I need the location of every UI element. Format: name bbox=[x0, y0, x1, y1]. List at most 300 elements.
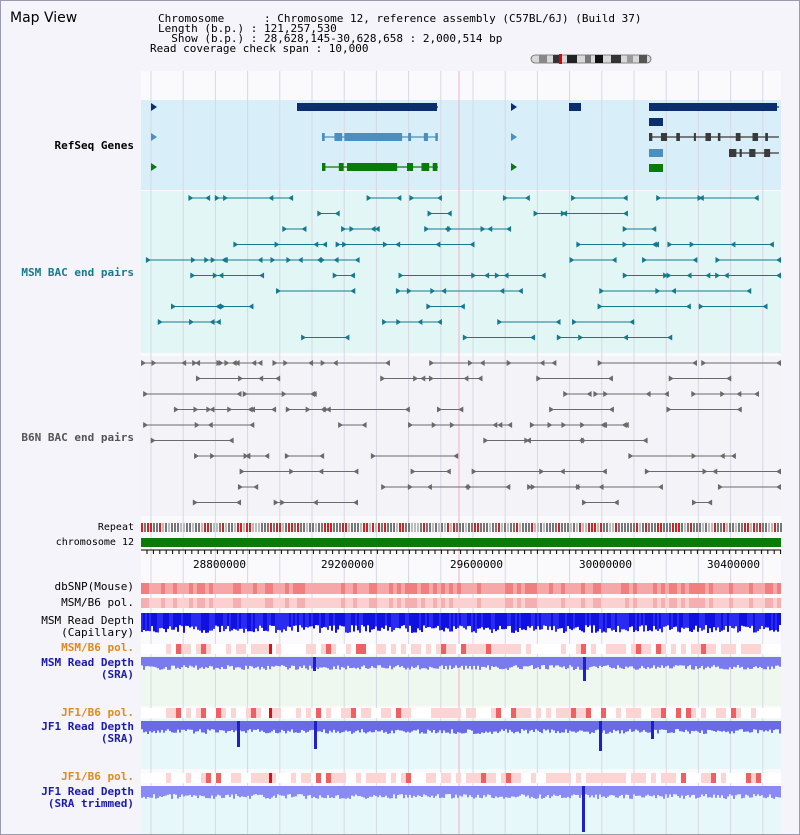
depth-bar bbox=[343, 721, 345, 732]
depth-bar bbox=[477, 613, 479, 629]
depth-bar bbox=[269, 657, 271, 669]
depth-bar bbox=[699, 721, 701, 733]
pol-cell bbox=[541, 598, 545, 608]
depth-bar bbox=[567, 613, 569, 626]
genome-plot[interactable] bbox=[1, 1, 799, 834]
jf1-b6-pol-trim-label[interactable]: JF1/B6 pol. bbox=[61, 770, 134, 783]
depth-bar bbox=[215, 657, 217, 668]
dbsnp-cell bbox=[765, 583, 769, 594]
jf1-b6-pol-label[interactable]: JF1/B6 pol. bbox=[61, 706, 134, 719]
depth-bar bbox=[423, 613, 425, 626]
depth-bar bbox=[317, 786, 319, 799]
pol-cell bbox=[265, 598, 269, 608]
depth-bar bbox=[771, 657, 773, 667]
depth-bar bbox=[665, 786, 667, 794]
depth-bar bbox=[159, 786, 161, 796]
depth-bar bbox=[561, 613, 563, 628]
depth-bar bbox=[743, 721, 745, 732]
depth-bar bbox=[371, 786, 373, 797]
repeat-mark bbox=[459, 523, 461, 532]
depth-bar bbox=[661, 613, 663, 632]
depth-bar bbox=[277, 721, 279, 733]
pol-cell bbox=[566, 773, 571, 783]
depth-bar bbox=[421, 721, 423, 732]
dbsnp-cell bbox=[297, 583, 301, 594]
pol-cell bbox=[225, 598, 229, 608]
depth-bar bbox=[201, 657, 203, 667]
depth-bar bbox=[581, 721, 583, 731]
msm-depth-capillary-label[interactable]: MSM Read Depth bbox=[41, 614, 134, 627]
pol-cell bbox=[269, 708, 272, 718]
depth-bar bbox=[339, 657, 341, 670]
depth-bar bbox=[613, 613, 615, 630]
depth-bar bbox=[295, 657, 297, 670]
depth-bar bbox=[283, 657, 285, 666]
depth-bar bbox=[773, 613, 775, 632]
depth-bar bbox=[409, 613, 411, 626]
depth-bar bbox=[633, 786, 635, 794]
repeat-mark bbox=[183, 523, 185, 532]
depth-bar bbox=[633, 657, 635, 668]
depth-bar bbox=[343, 657, 345, 668]
depth-bar bbox=[635, 613, 637, 630]
depth-bar bbox=[487, 657, 489, 665]
pol-cell bbox=[436, 644, 441, 654]
depth-bar bbox=[747, 786, 749, 796]
depth-bar bbox=[141, 657, 143, 665]
pol-cell bbox=[201, 644, 206, 654]
depth-bar bbox=[241, 613, 243, 629]
pol-cell bbox=[185, 598, 189, 608]
depth-bar bbox=[465, 786, 467, 795]
depth-bar bbox=[625, 721, 627, 732]
depth-bar bbox=[259, 657, 261, 670]
dbsnp-cell bbox=[209, 583, 213, 594]
pol-cell bbox=[221, 598, 225, 608]
depth-bar bbox=[493, 613, 495, 629]
depth-bar bbox=[179, 786, 181, 797]
msm-b6-pol-sra-label[interactable]: MSM/B6 pol. bbox=[61, 641, 134, 654]
pol-cell bbox=[516, 708, 521, 718]
pol-cell bbox=[553, 598, 557, 608]
dbsnp-cell bbox=[201, 583, 205, 594]
pol-cell bbox=[496, 708, 501, 718]
depth-bar bbox=[739, 613, 741, 631]
pol-cell bbox=[196, 644, 201, 654]
depth-bar bbox=[749, 657, 751, 669]
depth-bar bbox=[773, 786, 775, 799]
depth-bar bbox=[565, 721, 567, 729]
depth-bar bbox=[649, 657, 651, 669]
depth-bar bbox=[329, 721, 331, 731]
pol-cell bbox=[645, 598, 649, 608]
depth-bar bbox=[529, 721, 531, 731]
depth-bar bbox=[287, 657, 289, 669]
depth-bar bbox=[525, 786, 527, 797]
depth-bar bbox=[657, 657, 659, 667]
depth-bar bbox=[279, 657, 281, 666]
depth-bar bbox=[327, 721, 329, 734]
pol-cell bbox=[631, 773, 636, 783]
dbsnp-cell bbox=[393, 583, 397, 594]
depth-bar bbox=[317, 657, 319, 669]
pol-cell bbox=[651, 773, 656, 783]
pol-cell bbox=[661, 644, 666, 654]
depth-bar bbox=[735, 657, 737, 667]
depth-bar bbox=[147, 613, 149, 631]
msm-depth-sra-label[interactable]: MSM Read Depth bbox=[41, 656, 134, 669]
depth-bar bbox=[353, 657, 355, 668]
depth-bar bbox=[451, 786, 453, 798]
depth-bar bbox=[663, 721, 665, 730]
dbsnp-cell bbox=[401, 583, 405, 594]
depth-bar bbox=[627, 721, 629, 731]
depth-bar bbox=[385, 786, 387, 796]
depth-bar bbox=[459, 613, 461, 626]
pol-cell bbox=[145, 598, 149, 608]
depth-bar bbox=[629, 721, 631, 729]
dbsnp-cell bbox=[453, 583, 457, 594]
depth-bar bbox=[531, 786, 533, 797]
depth-bar bbox=[187, 721, 189, 729]
depth-bar bbox=[271, 721, 273, 731]
repeat-mark bbox=[705, 523, 707, 532]
dbsnp-cell bbox=[545, 583, 549, 594]
refseq-genes-label[interactable]: RefSeq Genes bbox=[54, 139, 134, 152]
pol-cell bbox=[616, 708, 621, 718]
depth-bar bbox=[291, 721, 293, 729]
depth-bar bbox=[521, 721, 523, 729]
depth-bar bbox=[651, 657, 653, 668]
pol-cell bbox=[701, 708, 706, 718]
repeat-mark bbox=[588, 523, 590, 532]
pol-cell bbox=[186, 708, 191, 718]
depth-bar bbox=[549, 721, 551, 733]
depth-bar bbox=[395, 657, 397, 666]
gene-exon bbox=[397, 133, 402, 141]
depth-bar bbox=[331, 657, 333, 670]
depth-bar bbox=[433, 786, 435, 798]
depth-bar bbox=[175, 613, 177, 627]
depth-bar bbox=[195, 657, 197, 666]
repeat-mark bbox=[570, 523, 572, 532]
depth-bar bbox=[363, 657, 365, 665]
depth-bar bbox=[615, 721, 617, 731]
depth-bar bbox=[297, 657, 299, 669]
depth-bar bbox=[143, 657, 145, 670]
depth-bar bbox=[409, 721, 411, 733]
depth-bar bbox=[715, 657, 717, 667]
pol-cell bbox=[231, 708, 236, 718]
depth-bar bbox=[197, 657, 199, 670]
depth-bar bbox=[725, 657, 727, 669]
pol-cell bbox=[297, 598, 301, 608]
depth-bar bbox=[157, 786, 159, 798]
dbsnp-cell bbox=[289, 583, 293, 594]
dbsnp-cell bbox=[357, 583, 361, 594]
repeat-mark bbox=[621, 523, 623, 532]
pol-cell bbox=[717, 598, 721, 608]
depth-bar bbox=[437, 786, 439, 794]
dbsnp-cell bbox=[369, 583, 373, 594]
dbsnp-cell bbox=[261, 583, 265, 594]
depth-bar bbox=[513, 657, 515, 666]
depth-bar bbox=[757, 721, 759, 733]
depth-bar bbox=[417, 786, 419, 795]
depth-bar bbox=[163, 657, 165, 669]
dbsnp-cell bbox=[145, 583, 149, 594]
depth-bar bbox=[513, 613, 515, 633]
depth-bar bbox=[315, 786, 317, 798]
dbsnp-cell bbox=[141, 583, 145, 594]
depth-bar bbox=[485, 657, 487, 668]
depth-bar bbox=[431, 786, 433, 796]
depth-bar bbox=[415, 721, 417, 731]
depth-bar bbox=[191, 657, 193, 666]
pol-cell bbox=[576, 708, 581, 718]
depth-bar bbox=[643, 613, 645, 632]
depth-bar bbox=[701, 786, 703, 795]
msm-bac-label[interactable]: MSM BAC end pairs bbox=[21, 266, 134, 279]
depth-bar bbox=[489, 657, 491, 670]
depth-bar bbox=[245, 721, 247, 733]
depth-bar bbox=[391, 657, 393, 669]
jf1-depth-label[interactable]: JF1 Read Depth bbox=[41, 720, 134, 733]
depth-bar bbox=[605, 613, 607, 632]
depth-bar bbox=[235, 721, 237, 731]
pol-cell bbox=[585, 598, 589, 608]
repeat-mark bbox=[399, 523, 401, 532]
depth-bar bbox=[763, 613, 765, 629]
pol-cell bbox=[377, 598, 381, 608]
depth-bar bbox=[219, 786, 221, 796]
depth-bar bbox=[669, 786, 671, 794]
depth-bar bbox=[683, 721, 685, 732]
dbsnp-cell bbox=[169, 583, 173, 594]
pol-cell bbox=[689, 598, 693, 608]
repeat-mark bbox=[390, 523, 392, 532]
depth-bar bbox=[689, 657, 691, 665]
depth-bar bbox=[757, 613, 759, 631]
pol-cell bbox=[256, 708, 261, 718]
depth-bar bbox=[265, 657, 267, 670]
depth-bar bbox=[749, 613, 751, 628]
repeat-mark bbox=[555, 523, 557, 532]
depth-bar bbox=[337, 613, 339, 630]
depth-bar bbox=[453, 613, 455, 626]
depth-bar bbox=[145, 613, 147, 631]
pol-cell bbox=[205, 598, 209, 608]
pol-cell bbox=[489, 598, 493, 608]
msm-b6-pol-label[interactable]: MSM/B6 pol. bbox=[61, 596, 134, 609]
pol-cell bbox=[481, 644, 486, 654]
pol-cell bbox=[531, 773, 536, 783]
depth-bar bbox=[487, 721, 489, 733]
repeat-mark bbox=[330, 523, 332, 532]
dbsnp-cell bbox=[705, 583, 709, 594]
depth-bar bbox=[671, 613, 673, 629]
repeat-mark bbox=[141, 523, 143, 532]
pol-cell bbox=[461, 644, 466, 654]
dbsnp-cell bbox=[769, 583, 773, 594]
pol-cell bbox=[246, 708, 251, 718]
depth-bar bbox=[155, 613, 157, 632]
depth-bar bbox=[253, 786, 255, 795]
pol-cell bbox=[546, 708, 551, 718]
dbsnp-cell bbox=[473, 583, 477, 594]
dbsnp-cell bbox=[313, 583, 317, 594]
depth-bar bbox=[681, 786, 683, 796]
jf1-trim-depth-label[interactable]: JF1 Read Depth bbox=[41, 785, 134, 798]
depth-bar bbox=[691, 657, 693, 669]
depth-bar bbox=[281, 721, 283, 730]
depth-bar bbox=[601, 786, 603, 797]
dbsnp-label[interactable]: dbSNP(Mouse) bbox=[54, 580, 134, 593]
depth-bar bbox=[615, 657, 617, 669]
depth-bar bbox=[473, 657, 475, 666]
repeat-mark bbox=[279, 523, 281, 532]
depth-bar bbox=[597, 613, 599, 631]
depth-bar bbox=[225, 721, 227, 733]
depth-bar bbox=[531, 657, 533, 665]
depth-bar bbox=[193, 786, 195, 795]
depth-bar bbox=[169, 613, 171, 626]
pol-cell bbox=[325, 598, 329, 608]
repeat-mark bbox=[378, 523, 380, 532]
pol-cell bbox=[196, 708, 201, 718]
repeat-mark bbox=[537, 523, 539, 532]
depth-bar bbox=[353, 721, 355, 733]
depth-bar bbox=[713, 657, 715, 665]
depth-bar bbox=[307, 657, 309, 670]
depth-bar bbox=[529, 613, 531, 628]
dbsnp-cell bbox=[557, 583, 561, 594]
pol-cell bbox=[701, 773, 706, 783]
depth-bar bbox=[749, 786, 751, 798]
pol-cell bbox=[636, 773, 641, 783]
dbsnp-cell bbox=[649, 583, 653, 594]
depth-bar bbox=[543, 786, 545, 798]
depth-bar bbox=[263, 786, 265, 797]
depth-bar bbox=[779, 721, 781, 733]
depth-bar bbox=[341, 657, 343, 667]
depth-bar bbox=[631, 786, 633, 799]
repeat-mark bbox=[468, 523, 470, 532]
depth-bar bbox=[247, 721, 249, 730]
dbsnp-cell bbox=[721, 583, 725, 594]
depth-bar bbox=[155, 657, 157, 667]
depth-bar bbox=[289, 721, 291, 732]
pol-cell bbox=[601, 773, 606, 783]
depth-bar bbox=[597, 657, 599, 668]
pol-cell bbox=[491, 773, 496, 783]
dbsnp-cell bbox=[293, 583, 297, 594]
depth-bar bbox=[635, 657, 637, 670]
depth-bar bbox=[469, 721, 471, 730]
repeat-mark bbox=[210, 523, 212, 532]
depth-bar bbox=[335, 786, 337, 796]
depth-bar bbox=[279, 613, 281, 630]
repeat-mark bbox=[144, 523, 146, 532]
depth-bar bbox=[549, 657, 551, 665]
repeat-mark bbox=[726, 523, 728, 532]
depth-bar bbox=[393, 721, 395, 733]
depth-bar bbox=[389, 786, 391, 799]
depth-bar bbox=[311, 613, 313, 626]
repeat-mark bbox=[711, 523, 713, 532]
depth-bar bbox=[459, 657, 461, 668]
depth-bar bbox=[743, 657, 745, 669]
dbsnp-cell bbox=[153, 583, 157, 594]
dbsnp-cell bbox=[285, 583, 289, 594]
depth-bar bbox=[339, 613, 341, 625]
depth-bar bbox=[435, 786, 437, 796]
b6n-bac-label[interactable]: B6N BAC end pairs bbox=[21, 431, 134, 444]
depth-bar bbox=[383, 786, 385, 797]
depth-bar bbox=[407, 613, 409, 632]
depth-bar bbox=[277, 657, 279, 666]
depth-bar bbox=[237, 657, 239, 667]
depth-bar bbox=[757, 786, 759, 794]
pol-cell bbox=[749, 598, 753, 608]
depth-bar bbox=[225, 613, 227, 629]
depth-bar bbox=[703, 721, 705, 734]
pol-cell bbox=[505, 598, 509, 608]
depth-bar bbox=[723, 786, 725, 798]
depth-bar bbox=[573, 721, 575, 732]
depth-bar bbox=[685, 721, 687, 730]
dbsnp-cell bbox=[493, 583, 497, 594]
depth-bar bbox=[709, 613, 711, 628]
depth-bar bbox=[239, 657, 241, 668]
depth-bar bbox=[577, 657, 579, 667]
pol-cell bbox=[401, 773, 406, 783]
depth-bar bbox=[509, 613, 511, 626]
depth-bar bbox=[637, 657, 639, 669]
pol-cell bbox=[611, 773, 616, 783]
depth-bar bbox=[403, 786, 405, 798]
depth-bar bbox=[727, 721, 729, 731]
depth-bar bbox=[397, 657, 399, 665]
depth-bar bbox=[365, 721, 367, 733]
depth-bar bbox=[665, 721, 667, 730]
depth-bar bbox=[589, 786, 591, 797]
dbsnp-cell bbox=[397, 583, 401, 594]
depth-bar bbox=[231, 657, 233, 666]
depth-bar bbox=[359, 613, 361, 633]
depth-bar bbox=[155, 786, 157, 799]
depth-bar bbox=[545, 657, 547, 669]
depth-bar bbox=[675, 786, 677, 794]
depth-bar bbox=[197, 613, 199, 630]
depth-bar bbox=[683, 613, 685, 629]
depth-bar bbox=[199, 786, 201, 795]
depth-bar bbox=[195, 613, 197, 627]
depth-bar bbox=[339, 786, 341, 799]
pol-cell bbox=[321, 598, 325, 608]
depth-bar bbox=[377, 657, 379, 665]
pol-cell bbox=[241, 644, 246, 654]
pol-cell bbox=[376, 644, 381, 654]
depth-bar bbox=[499, 613, 501, 626]
depth-bar bbox=[765, 786, 767, 798]
depth-bar bbox=[285, 613, 287, 631]
depth-bar bbox=[325, 657, 327, 667]
pol-cell bbox=[245, 598, 249, 608]
depth-bar bbox=[429, 786, 431, 797]
depth-bar bbox=[755, 786, 757, 796]
depth-bar bbox=[495, 657, 497, 666]
